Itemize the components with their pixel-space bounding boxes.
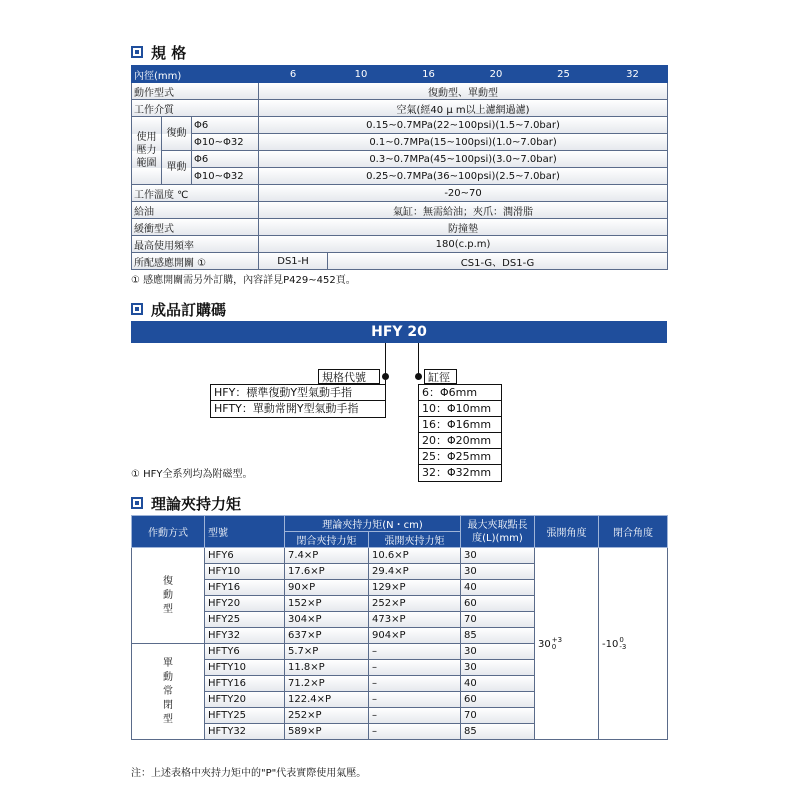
order-code-bar <box>131 321 667 343</box>
close-torque-cell: 7.4×P <box>285 548 369 564</box>
open-torque-cell: – <box>369 708 461 724</box>
model-cell: HFY10 <box>205 564 285 580</box>
close-torque-cell: 5.7×P <box>285 644 369 660</box>
spec-row <box>132 100 668 117</box>
open-angle-cell <box>535 548 599 740</box>
section-square-icon <box>131 497 143 509</box>
spec-row <box>132 134 668 151</box>
model-cell: HFY20 <box>205 596 285 612</box>
model-cell: HFY6 <box>205 548 285 564</box>
close-torque-cell: 122.4×P <box>285 692 369 708</box>
spec-row <box>132 236 668 253</box>
bore-code-label: 缸徑 <box>424 369 457 384</box>
header-torque: 理論夾持力矩(N・cm) <box>285 516 461 532</box>
action-value: 復動型、單動型 <box>259 83 668 100</box>
group-text: 復動型 <box>163 575 173 615</box>
model-cell: HFTY6 <box>205 644 285 660</box>
spec-row <box>132 151 668 168</box>
model-cell: HFY25 <box>205 612 285 628</box>
open-torque-cell: 129×P <box>369 580 461 596</box>
medium-value: 空氣(經40 μ m以上濾網過濾) <box>259 100 668 117</box>
bore-option: 20：Φ20mm <box>419 433 501 449</box>
open-angle-upper: +3 <box>551 635 563 644</box>
max-length-cell: 85 <box>461 724 535 740</box>
force-section-title <box>131 493 241 513</box>
max-length-cell: 70 <box>461 612 535 628</box>
table-row <box>132 548 668 564</box>
pressure-size: Φ10~Φ32 <box>192 134 259 151</box>
max-length-cell: 40 <box>461 676 535 692</box>
spec-option: HFTY：單動常開Y型氣動手指 <box>214 402 359 415</box>
order-code: HFY 20 <box>371 324 427 340</box>
spec-row <box>132 168 668 185</box>
close-torque-cell: 589×P <box>285 724 369 740</box>
spec-row <box>132 185 668 202</box>
specs-title-text: 規 格 <box>151 43 187 62</box>
max-length-cell: 30 <box>461 564 535 580</box>
group-text: 單動常閉型 <box>163 657 173 725</box>
bore-options-box <box>418 384 502 482</box>
bore-option: 10：Φ10mm <box>419 401 501 417</box>
close-angle-cell <box>599 548 668 740</box>
pressure-size: Φ6 <box>192 117 259 134</box>
freq-label: 最高使用頻率 <box>132 236 259 253</box>
header-open-torque: 張開夾持力矩 <box>369 532 461 548</box>
max-length-cell: 30 <box>461 660 535 676</box>
cushion-label: 緩衝型式 <box>132 219 259 236</box>
spec-options-box <box>210 384 386 418</box>
open-torque-cell: 29.4×P <box>369 564 461 580</box>
close-angle-lower: -3 <box>619 642 627 651</box>
force-header-row <box>132 516 668 532</box>
open-torque-cell: 10.6×P <box>369 548 461 564</box>
bore-value: 10 <box>328 66 395 83</box>
max-length-cell: 30 <box>461 548 535 564</box>
pressure-value: 0.1~0.7MPa(15~100psi)(1.0~7.0bar) <box>259 134 668 151</box>
bore-value: 25 <box>530 66 598 83</box>
max-length-cell: 30 <box>461 644 535 660</box>
medium-label: 工作介質 <box>132 100 259 117</box>
header-open-angle: 張開角度 <box>535 516 599 548</box>
specs-section-title <box>131 42 186 62</box>
order-section-title <box>131 299 226 319</box>
bore-value: 20 <box>463 66 530 83</box>
close-angle-base: -10 <box>602 638 619 650</box>
model-cell: HFY16 <box>205 580 285 596</box>
bore-value: 32 <box>598 66 668 83</box>
model-cell: HFTY25 <box>205 708 285 724</box>
connector-dot <box>415 373 422 380</box>
open-torque-cell: 473×P <box>369 612 461 628</box>
close-angle-tol <box>619 637 626 651</box>
header-model: 型號 <box>205 516 285 548</box>
cushion-value: 防撞墊 <box>259 219 668 236</box>
force-note: 注：上述表格中夾持力矩中的"P"代表實際使用氣壓。 <box>131 768 367 779</box>
open-angle-tol <box>552 637 562 651</box>
connector-line <box>385 343 386 376</box>
close-torque-cell: 17.6×P <box>285 564 369 580</box>
max-length-cell: 70 <box>461 708 535 724</box>
force-table <box>131 515 668 740</box>
double-action-label: 復動 <box>162 117 192 151</box>
spec-option: HFY：標準復動Y型氣動手指 <box>211 385 385 401</box>
temp-value: -20~70 <box>259 185 668 202</box>
model-cell: HFTY10 <box>205 660 285 676</box>
open-torque-cell: – <box>369 724 461 740</box>
connector-line <box>418 343 419 376</box>
sensor-label: 所配感應開關 ① <box>132 253 259 270</box>
section-square-icon <box>131 46 143 58</box>
lube-value: 氣缸：無需給油；夾爪：潤滑脂 <box>259 202 668 219</box>
model-cell: HFTY32 <box>205 724 285 740</box>
max-length-cell: 85 <box>461 628 535 644</box>
pressure-value: 0.25~0.7MPa(36~100psi)(2.5~7.0bar) <box>259 168 668 185</box>
max-length-cell: 60 <box>461 596 535 612</box>
connector-dot <box>382 373 389 380</box>
spec-row <box>132 117 668 134</box>
bore-option: 25：Φ25mm <box>419 449 501 465</box>
model-cell: HFTY20 <box>205 692 285 708</box>
bore-label: 內徑(mm) <box>132 66 259 83</box>
close-angle-upper: 0 <box>619 635 624 644</box>
sensor-value-small: DS1-H <box>259 253 328 270</box>
close-torque-cell: 637×P <box>285 628 369 644</box>
max-length-cell: 60 <box>461 692 535 708</box>
force-title-text: 理論夾持力矩 <box>151 494 242 513</box>
single-group-label <box>132 644 205 740</box>
double-group-label <box>132 548 205 644</box>
lube-label: 給油 <box>132 202 259 219</box>
pressure-value: 0.3~0.7MPa(45~100psi)(3.0~7.0bar) <box>259 151 668 168</box>
header-max-length: 最大夾取點長度(L)(mm) <box>461 516 535 548</box>
bore-header-row <box>132 66 668 83</box>
bore-value: 16 <box>395 66 463 83</box>
order-note: ① HFY全系列均為附磁型。 <box>131 469 253 480</box>
header-close-torque: 閉合夾持力矩 <box>285 532 369 548</box>
model-cell: HFY32 <box>205 628 285 644</box>
bore-option: 16：Φ16mm <box>419 417 501 433</box>
open-torque-cell: 904×P <box>369 628 461 644</box>
pressure-value: 0.15~0.7MPa(22~100psi)(1.5~7.0bar) <box>259 117 668 134</box>
temp-label: 工作溫度 ℃ <box>132 185 259 202</box>
open-torque-cell: – <box>369 692 461 708</box>
spec-row <box>132 202 668 219</box>
spec-row <box>132 83 668 100</box>
action-label: 動作型式 <box>132 83 259 100</box>
order-title-text: 成品訂購碼 <box>151 300 227 319</box>
section-square-icon <box>131 303 143 315</box>
freq-value: 180(c.p.m) <box>259 236 668 253</box>
model-cell: HFTY16 <box>205 676 285 692</box>
spec-row <box>132 219 668 236</box>
open-torque-cell: – <box>369 660 461 676</box>
close-torque-cell: 304×P <box>285 612 369 628</box>
pressure-group-label: 使用壓力範圍 <box>132 117 162 185</box>
open-torque-cell: 252×P <box>369 596 461 612</box>
close-torque-cell: 71.2×P <box>285 676 369 692</box>
pressure-size: Φ6 <box>192 151 259 168</box>
specs-note: ① 感應開關需另外訂購，內容詳見P429~452頁。 <box>131 275 356 286</box>
close-torque-cell: 11.8×P <box>285 660 369 676</box>
close-torque-cell: 252×P <box>285 708 369 724</box>
pressure-size: Φ10~Φ32 <box>192 168 259 185</box>
header-action: 作動方式 <box>132 516 205 548</box>
bore-option: 32：Φ32mm <box>422 466 492 479</box>
sensor-value-large: CS1-G、DS1-G <box>328 253 668 270</box>
max-length-cell: 40 <box>461 580 535 596</box>
open-angle-base: 30 <box>538 638 551 650</box>
specs-table <box>131 65 668 270</box>
bore-value: 6 <box>259 66 328 83</box>
close-torque-cell: 90×P <box>285 580 369 596</box>
open-torque-cell: – <box>369 676 461 692</box>
header-close-angle: 閉合角度 <box>599 516 668 548</box>
open-torque-cell: – <box>369 644 461 660</box>
bore-option: 6：Φ6mm <box>419 385 501 401</box>
spec-code-label: 規格代號 <box>318 369 380 384</box>
spec-row <box>132 253 668 270</box>
open-angle-lower: 0 <box>551 642 557 651</box>
single-action-label: 單動 <box>162 151 192 185</box>
close-torque-cell: 152×P <box>285 596 369 612</box>
